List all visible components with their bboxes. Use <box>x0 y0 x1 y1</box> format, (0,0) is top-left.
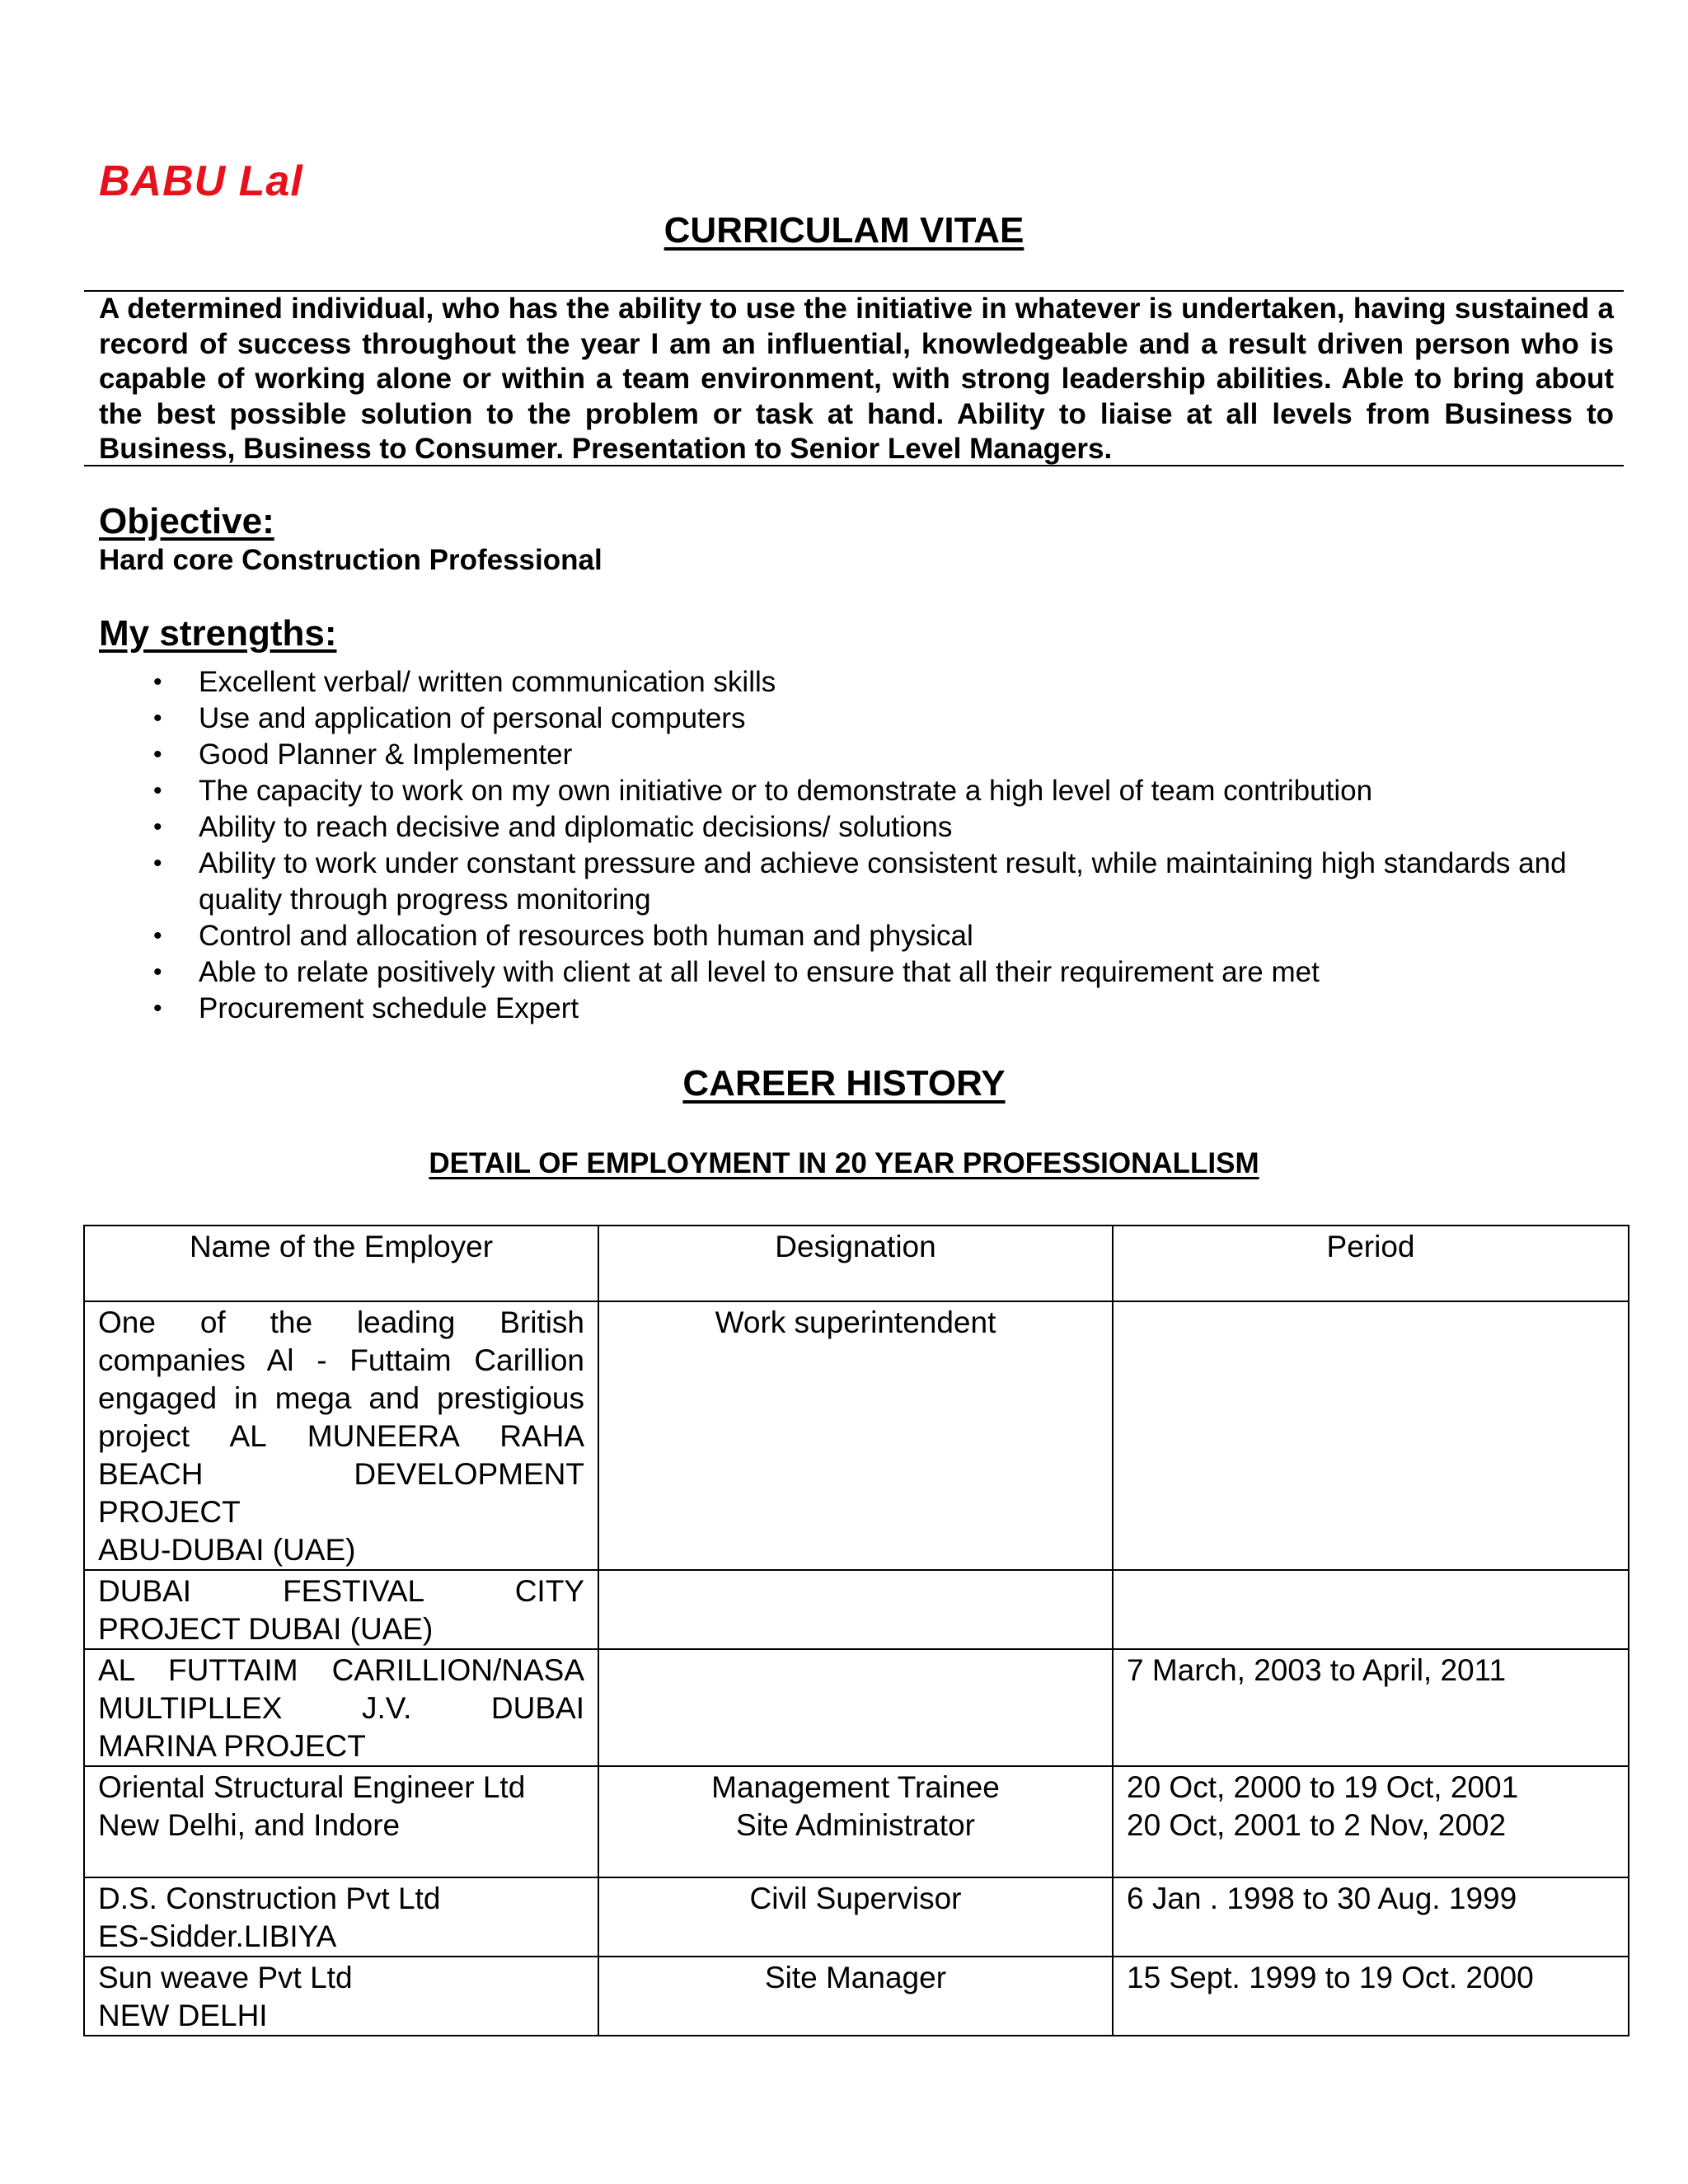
period-line: 20 Oct, 2001 to 2 Nov, 2002 <box>1127 1808 1507 1842</box>
period-line: 7 March, 2003 to April, 2011 <box>1127 1653 1507 1687</box>
employer-cell <box>84 1301 598 1570</box>
document-title: CURRICULAM VITAE <box>663 210 1025 251</box>
employer-cell <box>84 1877 598 1957</box>
employment-detail-heading: DETAIL OF EMPLOYMENT IN 20 YEAR PROFESSIONALLISM <box>429 1147 1259 1179</box>
strength-text: Use and application of personal computers <box>199 702 746 734</box>
designation-line: Site Administrator <box>736 1808 975 1842</box>
designation-line: Management Trainee <box>711 1770 1000 1804</box>
period-cell <box>1113 1766 1629 1877</box>
bullet-icon: • <box>153 813 162 841</box>
designation-cell <box>598 1570 1113 1649</box>
column-header-designation: Designation <box>598 1226 1113 1301</box>
list-item <box>0 664 1600 701</box>
designation-cell <box>598 1649 1113 1766</box>
strength-text: Ability to work under constant pressure and achieve consistent result, while maintaining high standards and quality through progress monitoring <box>199 847 1567 916</box>
bullet-icon: • <box>153 995 162 1022</box>
employer-line: DUBAI FESTIVAL CITY <box>98 1574 584 1608</box>
period-cell <box>1113 1570 1629 1649</box>
period-line: 15 Sept. 1999 to 19 Oct. 2000 <box>1127 1961 1534 1994</box>
list-item <box>0 773 1600 809</box>
employer-line: One of the leading British companies Al - Futtaim Carillion engaged in mega and prestigious project AL MUNEERA RAHA BEACH DEVELOPMENT PROJECT <box>98 1305 584 1529</box>
candidate-name: BABU Lal <box>99 157 303 205</box>
period-cell <box>1113 1877 1629 1957</box>
employer-line: New Delhi, and Indore <box>98 1808 401 1842</box>
strengths-list <box>0 664 1600 1027</box>
strengths-heading: My strengths: <box>99 613 337 654</box>
period-cell <box>1113 1301 1629 1570</box>
designation-cell <box>598 1766 1113 1877</box>
column-header-employer: Name of the Employer <box>84 1226 598 1301</box>
period-line: 6 Jan . 1998 to 30 Aug. 1999 <box>1127 1882 1517 1915</box>
list-item <box>0 918 1600 954</box>
bullet-icon: • <box>153 705 162 732</box>
table-row <box>84 1570 1629 1649</box>
employer-cell <box>84 1570 598 1649</box>
objective-text: Hard core Construction Professional <box>99 544 603 576</box>
objective-heading: Objective: <box>99 501 274 541</box>
table-header-row <box>84 1226 1629 1301</box>
employment-table <box>83 1225 1629 2036</box>
strength-text: Control and allocation of resources both human and physical <box>199 920 973 952</box>
period-cell <box>1113 1649 1629 1766</box>
strength-text: Good Planner & Implementer <box>199 738 573 771</box>
table-row <box>84 1649 1629 1766</box>
bullet-icon: • <box>153 668 162 696</box>
list-item <box>0 737 1600 773</box>
employer-line: ABU-DUBAI (UAE) <box>98 1533 356 1567</box>
strength-text: Procurement schedule Expert <box>199 992 579 1024</box>
list-item <box>0 991 1600 1027</box>
employer-cell <box>84 1957 598 2036</box>
career-history-heading: CAREER HISTORY <box>682 1063 1006 1104</box>
employer-line: NEW DELHI <box>98 1999 268 2032</box>
table-row <box>84 1957 1629 2036</box>
list-item <box>0 954 1600 991</box>
table-row <box>84 1301 1629 1570</box>
designation-cell <box>598 1957 1113 2036</box>
designation-cell <box>598 1301 1113 1570</box>
bullet-icon: • <box>153 958 162 986</box>
bullet-icon: • <box>153 922 162 949</box>
employer-line: Sun weave Pvt Ltd <box>98 1961 353 1994</box>
period-cell <box>1113 1957 1629 2036</box>
strength-text: Able to relate positively with client at all level to ensure that all their requirement are met <box>199 956 1320 988</box>
column-header-period: Period <box>1113 1226 1629 1301</box>
summary-bottom-rule <box>84 465 1624 466</box>
table-row <box>84 1766 1629 1877</box>
designation-line: Civil Supervisor <box>749 1882 962 1915</box>
employer-cell <box>84 1766 598 1877</box>
strength-text: The capacity to work on my own initiative or to demonstrate a high level of team contribution <box>199 775 1373 807</box>
period-line: 20 Oct, 2000 to 19 Oct, 2001 <box>1127 1770 1519 1804</box>
strength-text: Ability to reach decisive and diplomatic decisions/ solutions <box>199 811 953 843</box>
strength-text: Excellent verbal/ written communication skills <box>199 666 776 698</box>
employer-line: AL FUTTAIM CARILLION/NASA MULTIPLLEX J.V. DUBAI <box>98 1653 584 1725</box>
designation-line: Site Manager <box>764 1961 947 1994</box>
employer-line: MARINA PROJECT <box>98 1729 366 1763</box>
list-item <box>0 809 1600 846</box>
designation-cell <box>598 1877 1113 1957</box>
bullet-icon: • <box>153 741 162 768</box>
list-item <box>0 701 1600 737</box>
list-item <box>0 846 1600 918</box>
employer-line: D.S. Construction Pvt Ltd <box>98 1882 441 1915</box>
employer-cell <box>84 1649 598 1766</box>
summary-paragraph: A determined individual, who has the ability to use the initiative in whatever is undertaken, having sustained a record of success throughout the year I am an influential, knowledgeable and a result driven person who is capable of working alone or within a team environment, with strong leadership abilities. Able to bring about the best possible solution to the problem or task at hand. Ability to liaise at all levels from Business to Business, Business to Consumer. Presentation to Senior Level Managers. <box>99 293 1614 465</box>
employer-line: Oriental Structural Engineer Ltd <box>98 1770 526 1804</box>
employer-line: PROJECT DUBAI (UAE) <box>98 1612 434 1646</box>
employer-line: ES-Sidder.LIBIYA <box>98 1919 337 1953</box>
bullet-icon: • <box>153 850 162 877</box>
bullet-icon: • <box>153 777 162 804</box>
table-row <box>84 1877 1629 1957</box>
designation-line: Work superintendent <box>715 1305 996 1339</box>
